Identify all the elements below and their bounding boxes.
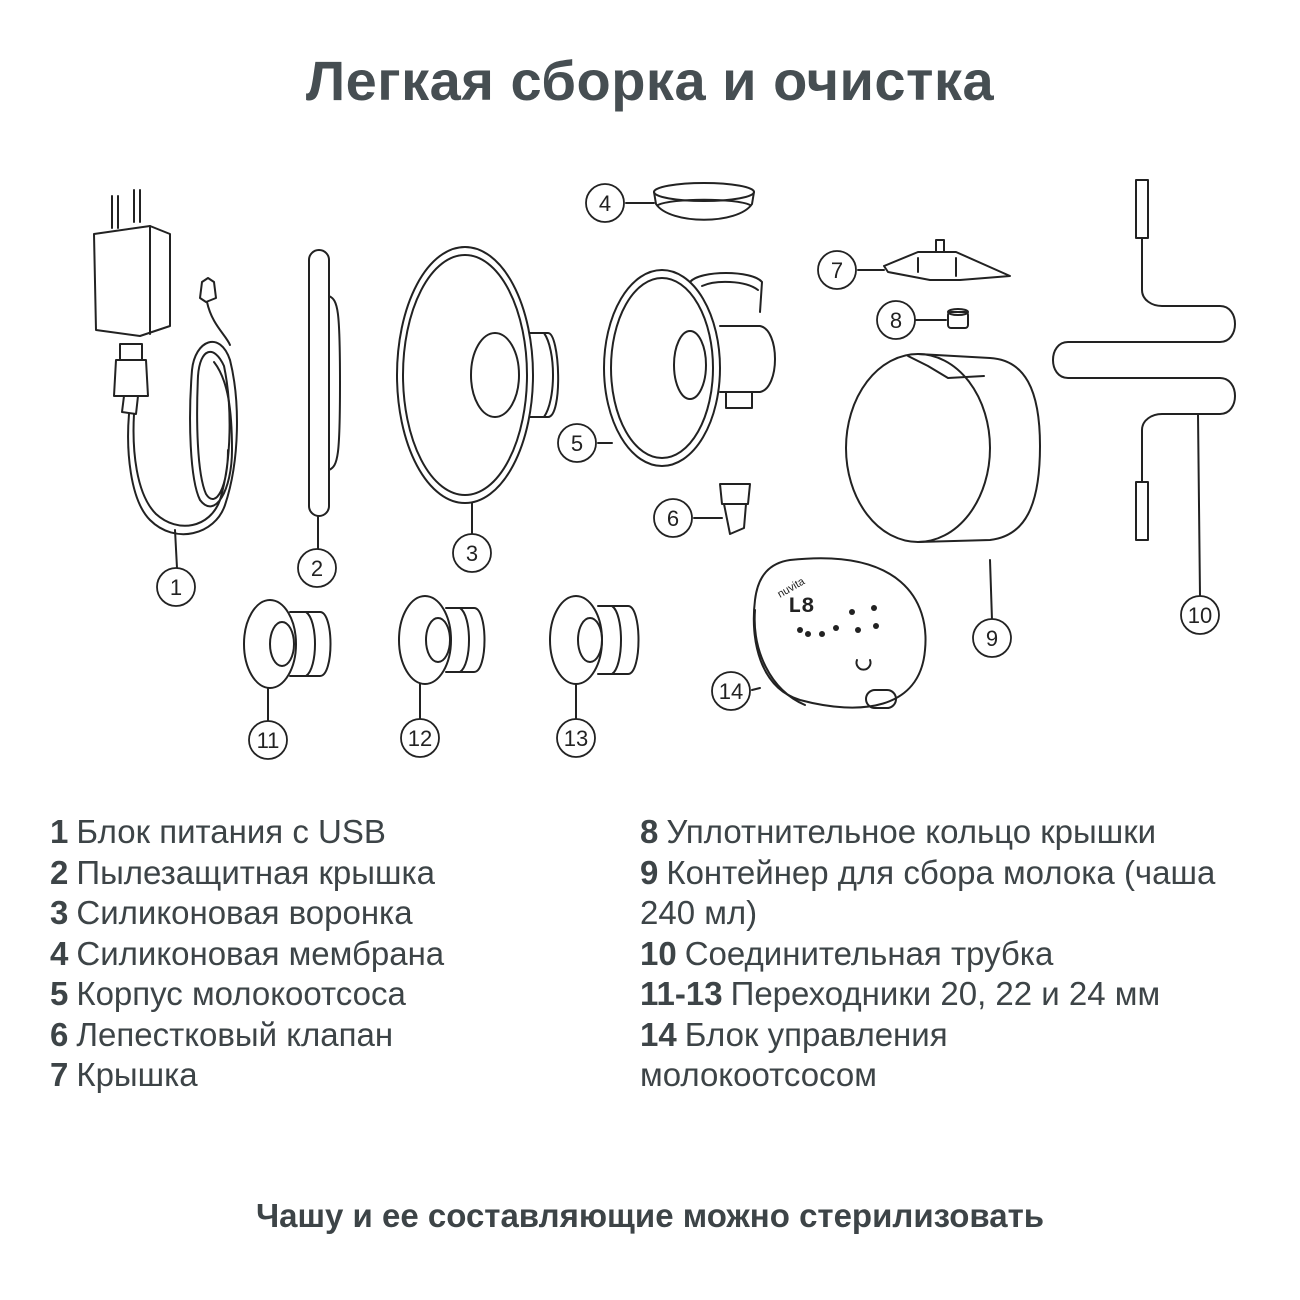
callout-3	[453, 534, 491, 572]
device-display: L8	[788, 594, 815, 619]
legend-item: 3 Силиконовая воронка	[50, 894, 413, 931]
legend-item: 2 Пылезащитная крышка	[50, 853, 435, 891]
callout-5	[558, 424, 596, 462]
svg-text:4: 4	[598, 191, 612, 216]
svg-text:9: 9	[985, 626, 999, 651]
petal-valve-icon	[694, 484, 750, 534]
callout-12	[401, 719, 439, 757]
seal-ring-icon	[915, 309, 968, 328]
legend-item: 7 Крышка	[50, 1056, 198, 1093]
svg-text:11: 11	[256, 728, 280, 753]
legend-item: 8 Уплотнительное кольцо крышки	[640, 813, 1157, 850]
parts-legend-right	[640, 812, 1270, 1096]
collection-container-icon	[846, 354, 1040, 620]
svg-text:3: 3	[465, 541, 479, 566]
svg-text:2: 2	[310, 556, 324, 581]
legend-item: 6 Лепестковый клапан	[50, 1015, 394, 1053]
svg-text:10: 10	[1187, 603, 1213, 628]
adapter-22mm-icon	[399, 596, 485, 720]
power-adapter-icon	[94, 190, 237, 568]
svg-text:5: 5	[570, 431, 584, 456]
callout-10	[1181, 596, 1219, 634]
page-title: Легкая сборка и очистка	[305, 49, 995, 112]
dust-cover-icon	[309, 250, 340, 552]
sterilization-note: Чашу и ее составляющие можно стерилизовать	[255, 1197, 1045, 1234]
legend-item: 5 Корпус молокоотсоса	[50, 975, 406, 1012]
callout-markers	[157, 184, 1219, 759]
legend-item: 4 Силиконовая мембрана	[50, 934, 445, 972]
svg-text:14: 14	[718, 679, 744, 704]
callout-8	[877, 301, 915, 339]
svg-text:13: 13	[563, 726, 589, 751]
adapter-24mm-icon	[550, 596, 639, 720]
svg-text:6: 6	[666, 506, 680, 531]
brand-mark: nuvita	[775, 575, 807, 601]
legend-item: 10 Соединительная трубка	[640, 934, 1054, 972]
svg-text:8: 8	[889, 308, 903, 333]
svg-text:7: 7	[830, 258, 844, 283]
legend-item: 11-13 Переходники 20, 22 и 24 мм	[640, 975, 1161, 1012]
legend-item: 14 Блок управления молокоотсосом	[640, 1015, 948, 1093]
parts-legend-left	[50, 812, 610, 1096]
callout-7	[818, 251, 856, 289]
adapter-20mm-icon	[244, 600, 331, 722]
callout-2	[298, 549, 336, 587]
connecting-tube-icon	[1053, 180, 1235, 596]
callout-9	[973, 619, 1011, 657]
silicone-funnel-icon	[397, 247, 558, 540]
control-unit-icon	[752, 558, 926, 708]
svg-text:12: 12	[407, 726, 433, 751]
callout-13	[557, 719, 595, 757]
callout-6	[654, 499, 692, 537]
legend-item: 9 Контейнер для сбора молока (чаша 240 мл)	[640, 853, 1216, 931]
pump-body-icon	[598, 270, 775, 466]
callout-1	[157, 568, 195, 606]
callout-14	[712, 672, 750, 710]
callout-11	[249, 721, 287, 759]
callout-4	[586, 184, 624, 222]
silicone-membrane-icon	[626, 183, 754, 220]
lid-icon	[858, 240, 1010, 280]
legend-item: 1 Блок питания с USB	[50, 813, 386, 850]
svg-text:1: 1	[169, 575, 183, 600]
